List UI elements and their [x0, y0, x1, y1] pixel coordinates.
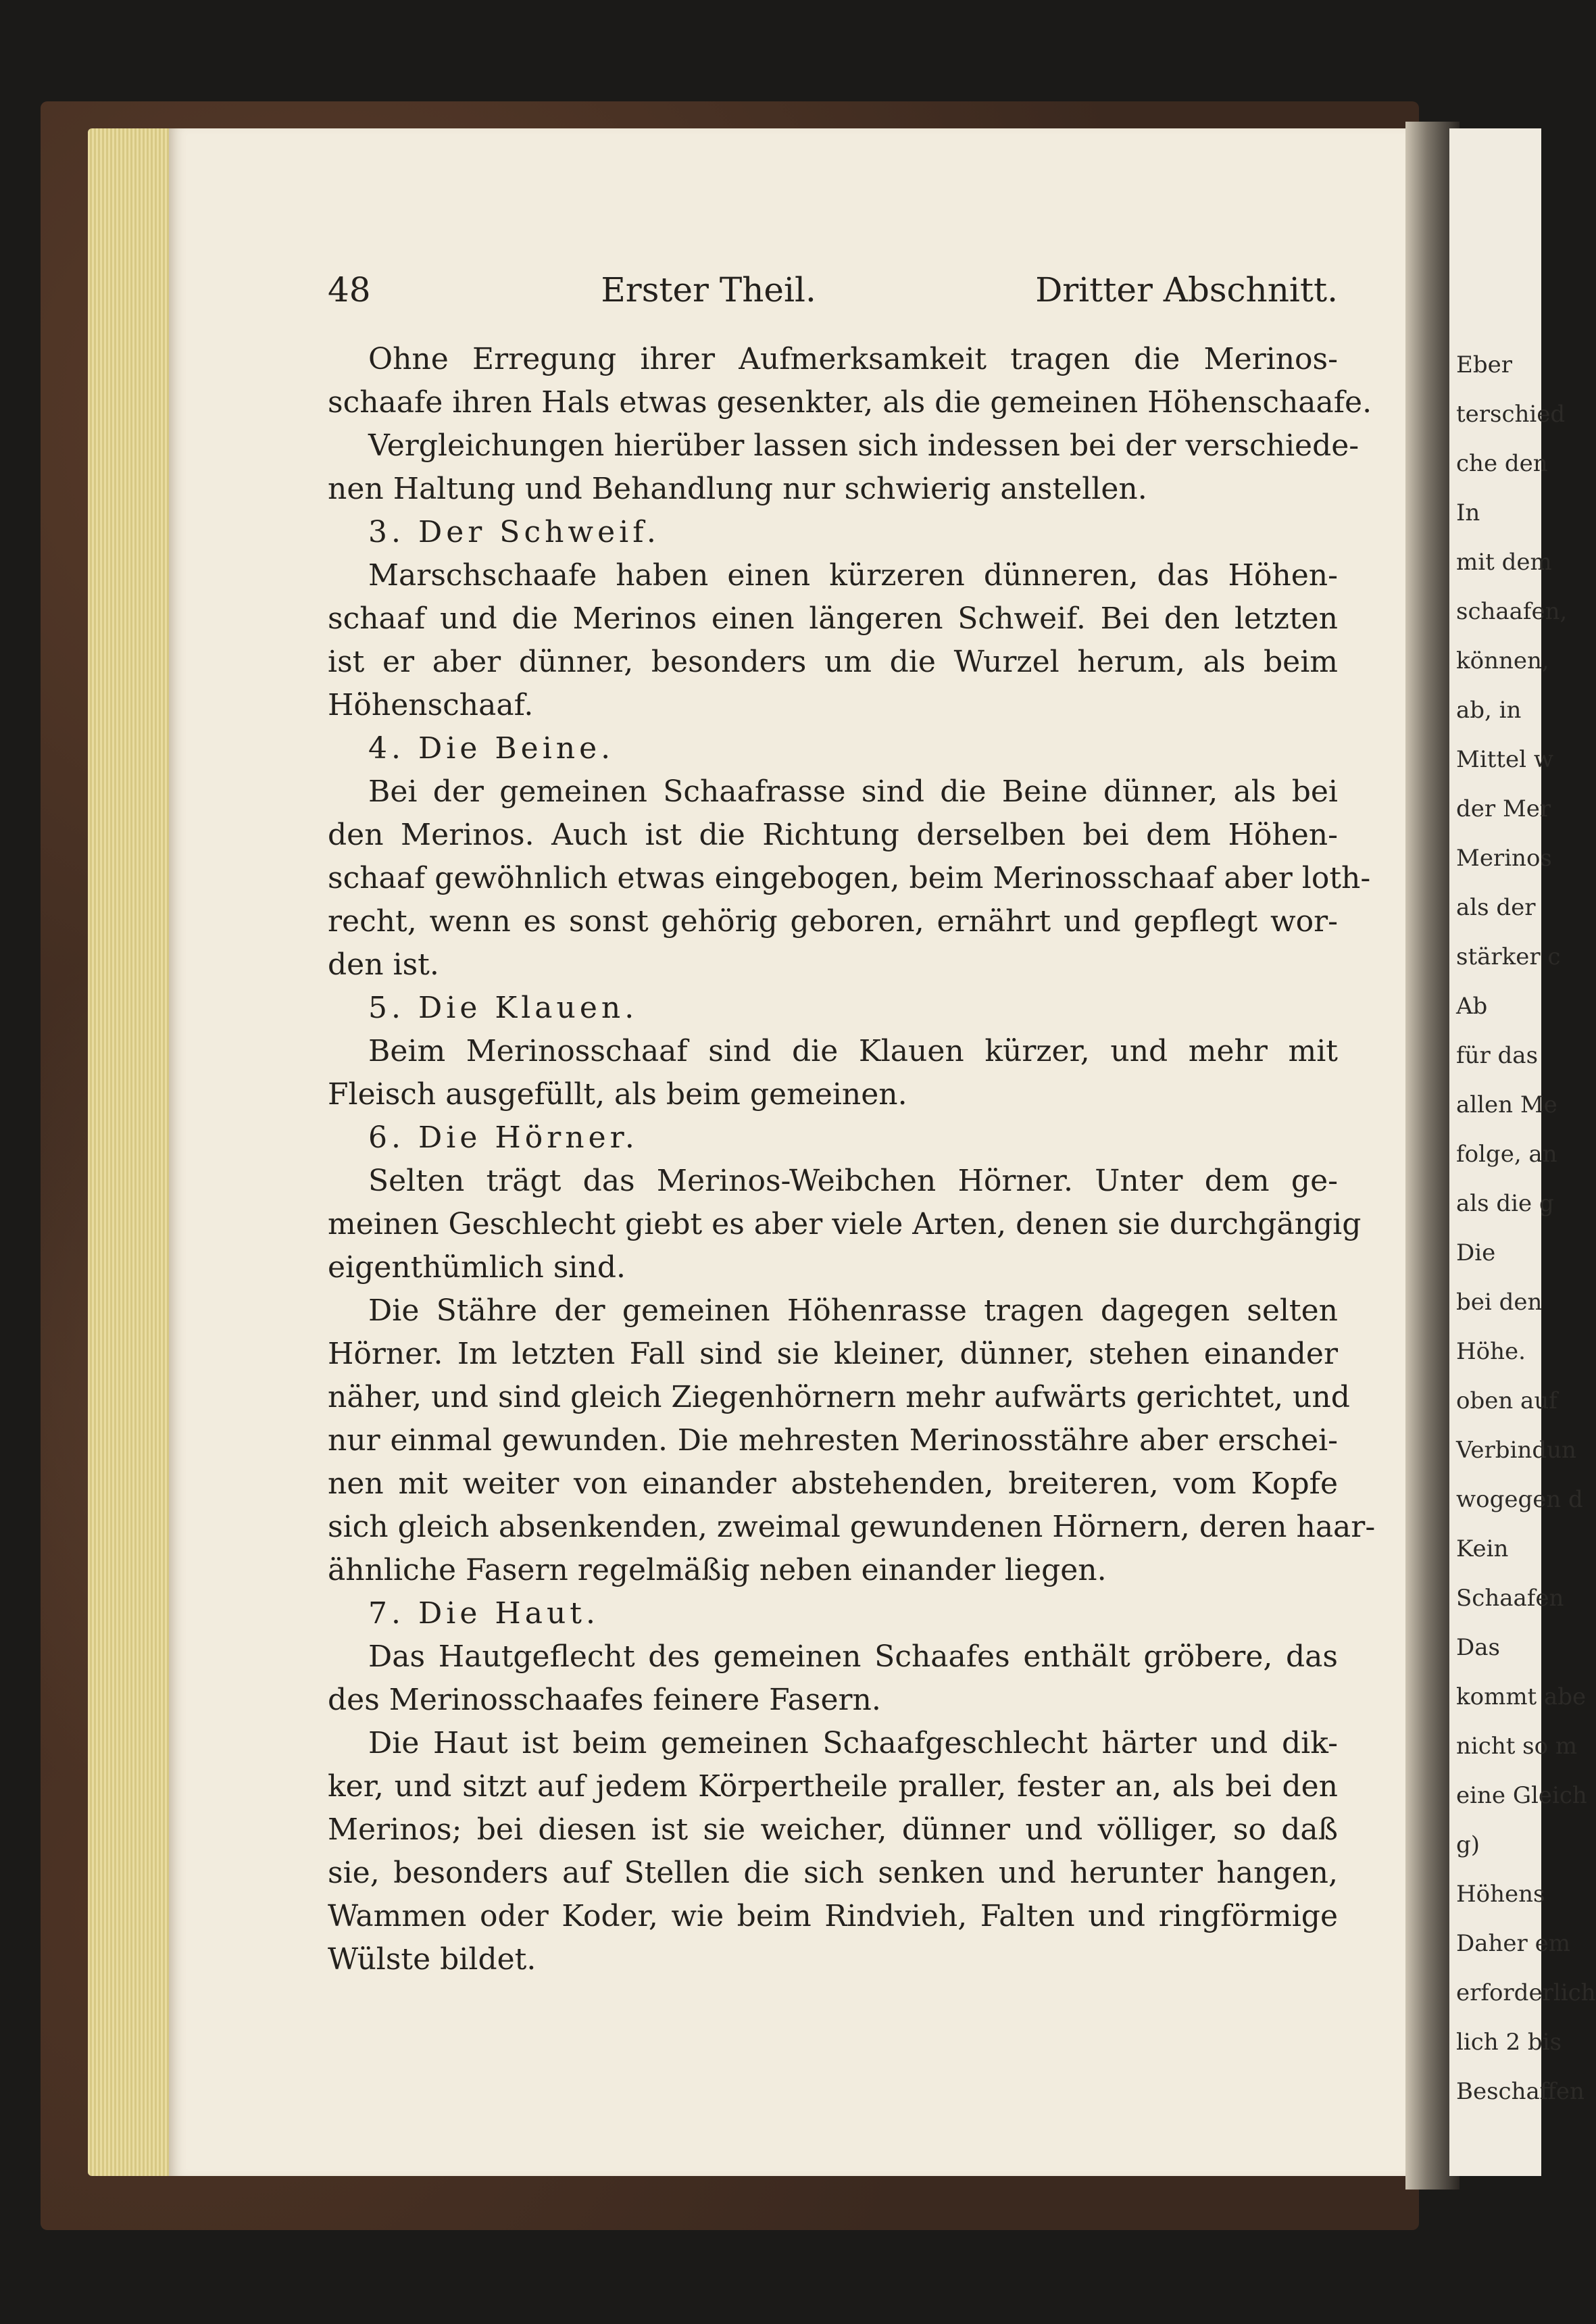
- next-page-fragment: terschied: [1456, 401, 1566, 428]
- text-line: Das Hautgeflecht des gemeinen Schaafes enthält gröbere, das: [368, 1639, 1338, 1674]
- next-page-fragment: Verbindun: [1456, 1437, 1576, 1464]
- text-line: des Merinosschaafes feinere Fasern.: [328, 1683, 881, 1717]
- next-page-fragment: Eber: [1456, 351, 1512, 378]
- next-page-fragment: folge, an: [1456, 1141, 1557, 1168]
- text-line: eigenthümlich sind.: [328, 1250, 626, 1285]
- text-line: Wülste bildet.: [328, 1942, 537, 1977]
- text-line: Wammen oder Koder, wie beim Rindvieh, Falten und ringförmige: [328, 1899, 1338, 1933]
- text-line: nen mit weiter von einander abstehenden, breiteren, vom Kopfe: [328, 1466, 1338, 1501]
- next-page-fragment: Mittel w: [1456, 746, 1553, 773]
- running-header: [328, 270, 1338, 338]
- text-line: den Merinos. Auch ist die Richtung derselben bei dem Höhen-: [328, 818, 1338, 852]
- next-page-fragment: Kein: [1456, 1535, 1509, 1562]
- text-line: näher, und sind gleich Ziegenhörnern mehr aufwärts gerichtet, und: [328, 1380, 1350, 1414]
- next-page-fragment: allen Me: [1456, 1091, 1557, 1118]
- next-page-fragment: Höhe.: [1456, 1338, 1526, 1365]
- next-page-fragment: schaafen,: [1456, 598, 1568, 625]
- next-page-fragment: nicht so m: [1456, 1733, 1578, 1760]
- text-line: Selten trägt das Merinos-Weibchen Hörner. Unter dem ge-: [368, 1164, 1338, 1198]
- page-edges: [88, 128, 176, 2176]
- section-heading: 6. Die Hörner.: [368, 1120, 639, 1155]
- next-page-fragment: bei den: [1456, 1289, 1543, 1316]
- part-title: Erster Theil.: [601, 270, 816, 310]
- next-page-fragment: Daher em: [1456, 1930, 1570, 1957]
- text-line: schaaf gewöhnlich etwas eingebogen, beim Merinosschaaf aber loth-: [328, 861, 1371, 895]
- next-page-fragment: Die: [1456, 1239, 1496, 1266]
- text-line: nen Haltung und Behandlung nur schwierig anstellen.: [328, 472, 1147, 506]
- section-heading: 5. Die Klauen.: [368, 991, 639, 1025]
- text-line: recht, wenn es sonst gehörig geboren, ernährt und gepflegt wor-: [328, 904, 1338, 939]
- text-line: ist er aber dünner, besonders um die Wurzel herum, als beim: [328, 645, 1338, 679]
- text-line: ähnliche Fasern regelmäßig neben einander liegen.: [328, 1553, 1107, 1587]
- text-line: schaafe ihren Hals etwas gesenkter, als die gemeinen Höhenschaafe.: [328, 385, 1372, 420]
- next-page-fragment: stärker c: [1456, 943, 1561, 970]
- section-title: Dritter Abschnitt.: [1035, 270, 1338, 310]
- text-line: Fleisch ausgefüllt, als beim gemeinen.: [328, 1077, 907, 1112]
- text-line: ker, und sitzt auf jedem Körpertheile praller, fester an, als bei den: [328, 1769, 1338, 1804]
- section-heading: 4. Die Beine.: [368, 731, 615, 766]
- text-line: Die Haut ist beim gemeinen Schaafgeschlecht härter und dik-: [368, 1726, 1338, 1760]
- text-line: meinen Geschlecht giebt es aber viele Arten, denen sie durchgängig: [328, 1207, 1362, 1241]
- page-text: [328, 270, 1376, 2108]
- next-page-fragment: Das: [1456, 1634, 1500, 1661]
- text-line: Marschschaafe haben einen kürzeren dünneren, das Höhen-: [368, 558, 1338, 593]
- text-line: Beim Merinosschaaf sind die Klauen kürzer, und mehr mit: [368, 1034, 1338, 1068]
- next-page-fragment: wogegen d: [1456, 1486, 1583, 1513]
- next-page-fragment: Ab: [1456, 993, 1488, 1020]
- next-page-fragment: In: [1456, 499, 1480, 526]
- section-heading: 7. Die Haut.: [368, 1596, 599, 1631]
- next-page-fragment: können,: [1456, 647, 1549, 674]
- next-page-fragment: als der: [1456, 894, 1536, 921]
- next-page-fragment: kommt abe: [1456, 1683, 1587, 1710]
- next-page-fragment: erforderlich: [1456, 1979, 1596, 2006]
- text-line: Merinos; bei diesen ist sie weicher, dünner und völliger, so daß: [328, 1812, 1338, 1847]
- next-page-fragment: ab, in: [1456, 697, 1522, 724]
- text-line: Hörner. Im letzten Fall sind sie kleiner, dünner, stehen einander: [328, 1337, 1338, 1371]
- text-line: den ist.: [328, 947, 439, 982]
- next-page-fragment: für das: [1456, 1042, 1539, 1069]
- next-page-fragment: eine Gleich: [1456, 1782, 1587, 1809]
- text-line: schaaf und die Merinos einen längeren Schweif. Bei den letzten: [328, 601, 1338, 636]
- text-line: nur einmal gewunden. Die mehresten Merinosstähre aber erschei-: [328, 1423, 1338, 1458]
- text-line: Die Stähre der gemeinen Höhenrasse tragen dagegen selten: [368, 1293, 1338, 1328]
- next-page-fragment: lich 2 bis: [1456, 2029, 1562, 2056]
- next-page-fragment: Höhens: [1456, 1881, 1545, 1908]
- text-line: sich gleich absenkenden, zweimal gewundenen Hörnern, deren haar-: [328, 1510, 1376, 1544]
- next-page-fragment: der Mer: [1456, 795, 1551, 822]
- text-line: Höhenschaaf.: [328, 688, 534, 722]
- next-page-fragment: Schaafen: [1456, 1585, 1564, 1612]
- next-page-fragment: g): [1456, 1831, 1480, 1858]
- section-heading: 3. Der Schweif.: [368, 515, 660, 549]
- next-page-fragment: als die g: [1456, 1190, 1554, 1217]
- next-page-edge: [1449, 128, 1596, 2176]
- text-line: Vergleichungen hierüber lassen sich indessen bei der verschiede-: [368, 428, 1360, 463]
- text-line: sie, besonders auf Stellen die sich senken und herunter hangen,: [328, 1856, 1338, 1890]
- next-page-fragment: che den: [1456, 450, 1548, 477]
- next-page-fragment: oben auf: [1456, 1387, 1557, 1414]
- next-page-fragment: Merinos: [1456, 845, 1552, 872]
- body-text: [328, 338, 1376, 1981]
- page-number: 48: [328, 270, 371, 310]
- next-page-fragment: mit dem: [1456, 549, 1552, 576]
- text-line: Ohne Erregung ihrer Aufmerksamkeit tragen die Merinos-: [368, 342, 1338, 376]
- text-line: Bei der gemeinen Schaafrasse sind die Beine dünner, als bei: [368, 774, 1338, 809]
- next-page-fragment: Beschaffen: [1456, 2078, 1585, 2105]
